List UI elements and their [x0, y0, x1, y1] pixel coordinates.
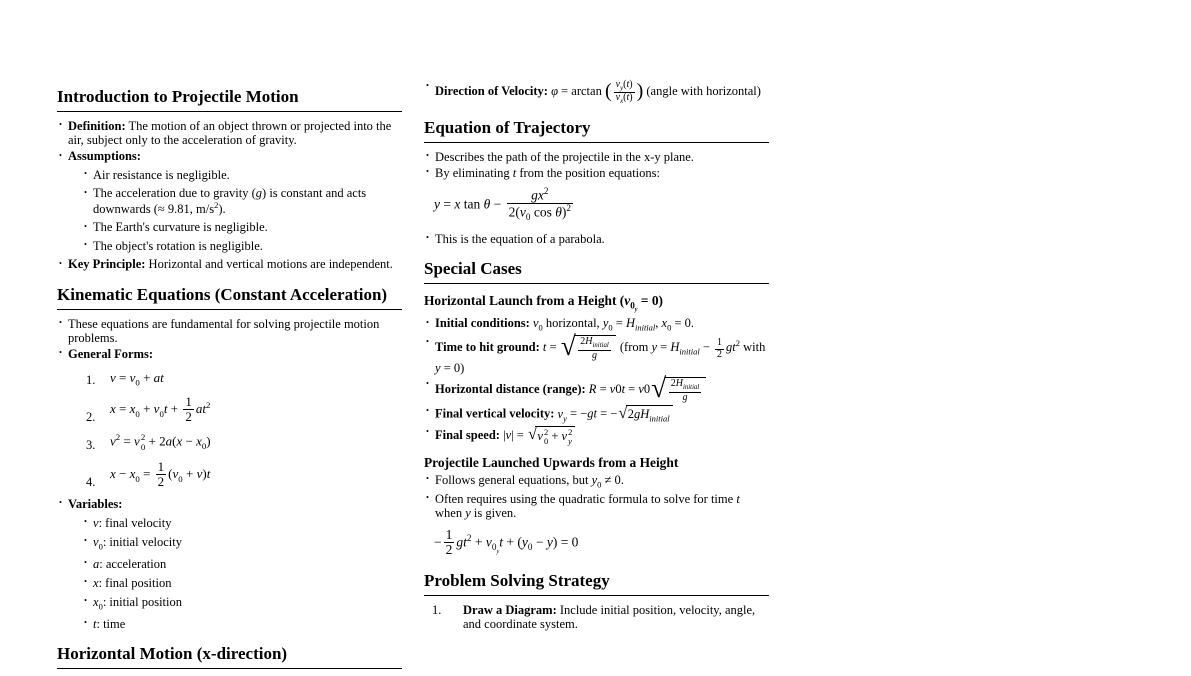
bullet-final-vertical-velocity: • Final vertical velocity: $v_y = -gt$ = − √ $2gH_{initial}$ — [424, 405, 769, 424]
section-title-introduction: Introduction to Projectile Motion — [57, 88, 402, 112]
section-title-special-cases: Special Cases — [424, 260, 769, 284]
section-title-problem-solving: Problem Solving Strategy — [424, 572, 769, 596]
step-number: 1. — [432, 602, 442, 617]
bullet-quadratic-formula: • Often requires using the quadratic formula to solve for time t when y is given. — [424, 492, 769, 521]
variable-x0: • $x_0$: initial position — [82, 595, 402, 612]
equation-number: 1. — [86, 372, 96, 387]
variables-label: Variables: — [68, 497, 123, 512]
assumptions-label: Assumptions: — [68, 149, 141, 164]
equation-v: $v = v_0$ + at — [110, 369, 164, 388]
quadratic-equation: − $\frac{1}{2}$ $gt^2 + v_{0_y}t + (y_0 - y) = 0$ — [434, 526, 579, 558]
bullet-eliminating-t: • By eliminating t from the position equations: — [424, 166, 769, 181]
equation-list — [68, 370, 402, 490]
bullet-assumptions — [57, 149, 402, 253]
bullet-trajectory-path: • Describes the path of the projectile in the x-y plane. — [424, 150, 769, 165]
equation-row-4 — [86, 460, 402, 489]
equation-number: 4. — [86, 474, 96, 489]
bullet-direction-of-velocity: • Direction of Velocity: φ = arctan ( $\frac{v_y(t)}{v_x(t)}$ ) (angle with horizontal) — [424, 80, 769, 106]
trajectory-list — [424, 150, 769, 181]
variable-v0: • $v_0$: initial velocity — [82, 535, 402, 552]
section-title-trajectory: Equation of Trajectory — [424, 119, 769, 143]
equation-row-2 — [86, 395, 402, 424]
kinematics-list — [57, 317, 402, 632]
variable-t: • t: time — [82, 617, 402, 632]
assumptions-sublist — [68, 168, 402, 254]
trajectory-closing-list — [424, 232, 769, 247]
bullet-horizontal-distance: • Horizontal distance (range): R = v0t = v0 √ $\frac{2H_{initial}}{g}$ — [424, 377, 769, 403]
bullet-key-principle: • Key Principle: Horizontal and vertical motions are independent. — [57, 257, 402, 272]
bullet-final-speed: • Final speed: |v| = √ v 2 0 + v 2 y — [424, 426, 769, 446]
intro-list — [57, 119, 402, 272]
bullet-air-resistance: • Air resistance is negligible. — [82, 168, 402, 183]
equation-x: $x = x_0 + v_0t$ + $\frac{1}{2}$ $at^2$ — [110, 394, 211, 425]
subsection-horizontal-launch: Horizontal Launch from a Height $(v_{0_y} = 0)$ — [424, 292, 663, 314]
bullet-gravity-constant: • The acceleration due to gravity (g) is constant and acts downwards (≈ 9.81, $m/s^2$). — [82, 186, 402, 216]
horizontal-launch-list — [424, 316, 769, 445]
bullet-time-to-hit-ground: • Time to hit ground: t = √ $\frac{2H_{initial}}{g}$ (from $y = H_{initial}$ − $\frac{1}{2}$ $gt^2$ with y = 0) — [424, 335, 769, 376]
equation-number: 3. — [86, 437, 96, 452]
variable-x: • x: final position — [82, 576, 402, 591]
velocity-list — [424, 80, 769, 106]
general-forms-label: General Forms: — [68, 347, 154, 362]
bullet-variables — [57, 497, 402, 631]
equation-number: 2. — [86, 409, 96, 424]
strategy-list — [424, 603, 769, 632]
left-column — [57, 88, 402, 676]
variable-a: • a: acceleration — [82, 557, 402, 572]
bullet-initial-conditions: • Initial conditions: $v_0$ horizontal, $y_0 = H_{initial}$, $x_0 = 0$. — [424, 316, 769, 333]
section-title-horizontal-motion: Horizontal Motion (x-direction) — [57, 645, 402, 669]
equation-v-squared: $v^2 = v$ 2 0 + $2a(x - x_0)$ — [110, 432, 211, 452]
section-title-kinematic-equations: Kinematic Equations (Constant Acceleration) — [57, 286, 402, 310]
step-text: Draw a Diagram: Include initial position, velocity, angle, and coordinate system. — [463, 602, 756, 632]
bullet-follows-general: • Follows general equations, but $y_0 \ne 0$. — [424, 473, 769, 490]
bullet-general-forms — [57, 347, 402, 489]
equation-displacement: $x - x_0$ = $\frac{1}{2}$ $(v_0 + v)t$ — [110, 459, 211, 490]
right-column — [424, 78, 769, 634]
bullet-earth-curvature: • The Earth's curvature is negligible. — [82, 220, 402, 235]
variables-sublist — [68, 516, 402, 631]
trajectory-equation: y = x tan θ − $\frac{gx^2}{2(v_0 \cos \theta)^2}$ — [434, 186, 571, 223]
equation-row-3 — [86, 432, 402, 452]
bullet-definition: • Definition: The motion of an object thrown or projected into the air, subject only to the acceleration of gravity. — [57, 119, 402, 148]
subsection-launched-upwards: Projectile Launched Upwards from a Height — [424, 454, 679, 470]
equation-row-1 — [86, 370, 402, 388]
bullet-object-rotation: • The object's rotation is negligible. — [82, 239, 402, 254]
strategy-step-1 — [432, 603, 769, 632]
bullet-kinematics-intro: • These equations are fundamental for solving projectile motion problems. — [57, 317, 402, 346]
bullet-parabola: • This is the equation of a parabola. — [424, 232, 769, 247]
variable-v: • v: final velocity — [82, 516, 402, 531]
launched-upwards-list — [424, 473, 769, 521]
